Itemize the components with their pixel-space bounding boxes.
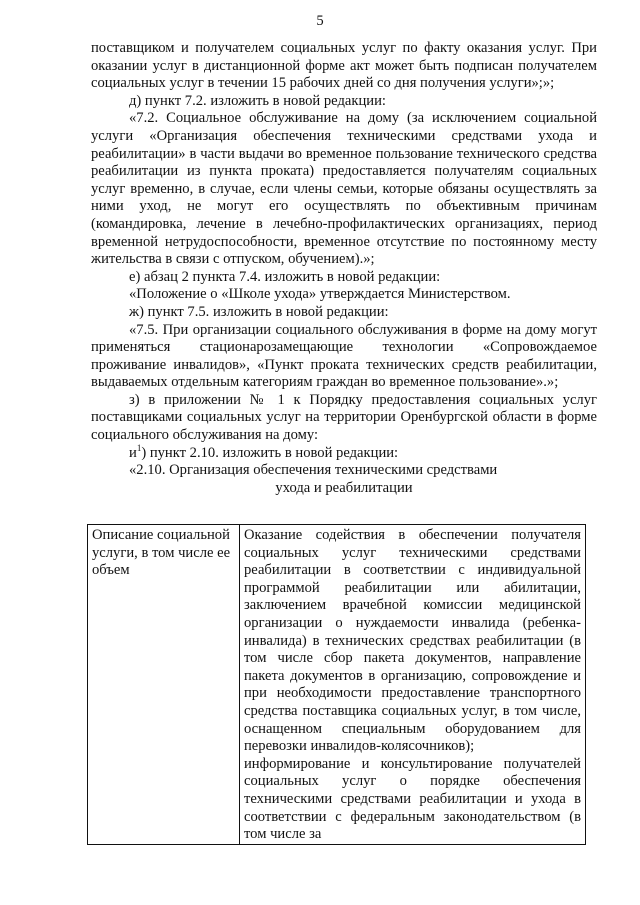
service-table bbox=[87, 524, 586, 845]
paragraph-item-z: з) в приложении № 1 к Порядку предоставления социальных услуг поставщиками социальных услуг на территории Оренбургской области в форме социального обслуживания на дому: bbox=[91, 391, 597, 444]
table-row bbox=[88, 525, 586, 845]
paragraph-school-of-care: «Положение о «Школе ухода» утверждается Министерством. bbox=[129, 286, 511, 303]
service-description-part2: информирование и консультирование получателей социальных услуг о порядке обеспечения техническими средствами реабилитации и ухода в соответствии с федеральным законодательством (в том числе за bbox=[244, 755, 581, 843]
service-description-part1: Оказание содействия в обеспечении получателя социальных услуг техническими средствами реабилитации в соответствии с индивидуальной программой реабилитации или абилитации, заключением врачебной комиссии медицинской организации о нуждаемости инвалида (ребенка-инвалида) в технических средствах реабилитации (в том числе сбор пакета документов, направление пакета документов в организацию, сопровождение и при необходимости предоставление транспортного средства поставщика социальных услуг, в том числе, оснащенном специальным оборудованием для перевозки инвалидов-колясочников); bbox=[244, 527, 581, 755]
paragraph-item-e: е) абзац 2 пункта 7.4. изложить в новой редакции: bbox=[129, 268, 441, 285]
paragraph-continuation: поставщиком и получателем социальных услуг по факту оказания услуг. При оказании услуг в дистанционной форме акт может быть подписан получателем социальных услуг в течении 15 рабочих дней со дня получения услуги»;»; bbox=[91, 40, 597, 92]
item-i-text: ) пункт 2.10. изложить в новой редакции: bbox=[141, 444, 399, 461]
service-label-cell: Описание социальной услуги, в том числе ее объем bbox=[88, 525, 240, 845]
item-i-prefix: и bbox=[129, 444, 137, 461]
service-description-cell bbox=[240, 525, 586, 845]
paragraph-item-d: д) пункт 7.2. изложить в новой редакции: bbox=[129, 92, 386, 109]
section-heading-2-10-cont: ухода и реабилитации bbox=[275, 479, 413, 496]
section-heading-2-10: «2.10. Организация обеспечения техническими средствами bbox=[129, 462, 498, 479]
paragraph-7-2: «7.2. Социальное обслуживание на дому (за исключением социальной услуги «Организация обеспечения техническими средствами ухода и реабилитации» в части выдачи во временное пользование технического средства реабилитации из пункта проката) предоставляется получателям социальных услуг временно, в случае, если члены семьи, которые обязаны осуществлять за ними уход, не могут его осуществлять по объективным причинам (командировка, лечение в лечебно-профилактических организациях, период временной нетрудоспособности, временное отсутствие по постоянному месту жительства в связи с отпуском, обучением).»; bbox=[91, 110, 597, 268]
item-i-superscript: 1 bbox=[136, 442, 142, 453]
page-number: 5 bbox=[316, 13, 324, 29]
paragraph-7-5: «7.5. При организации социального обслуживания в форме на дому могут применяться стационарозамещающие технологии «Сопровождаемое проживание инвалидов», «Пункт проката технических средств реабилитации, выдаваемых отдельным категориям граждан во временное пользование».»; bbox=[91, 321, 597, 391]
paragraph-item-zh: ж) пункт 7.5. изложить в новой редакции: bbox=[129, 303, 389, 320]
